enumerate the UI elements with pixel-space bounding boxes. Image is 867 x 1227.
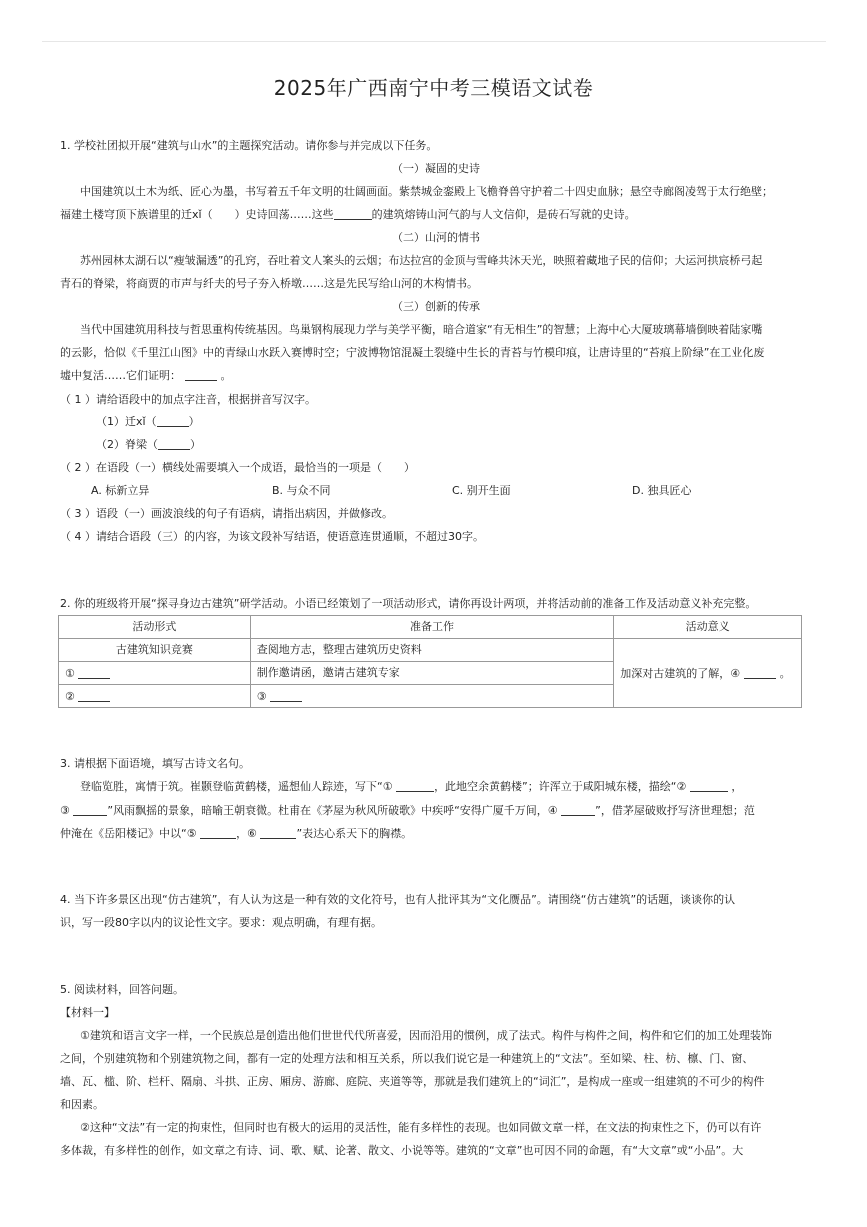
option-c[interactable]: C. 别开生面 [452,484,511,497]
answer-blank[interactable] [78,689,110,702]
option-d[interactable]: D. 独具匠心 [632,484,692,497]
text-segment: 墟中复活……它们证明： [60,369,181,382]
page-title: 2025年广西南宁中考三模语文试卷 [273,76,594,100]
q5-para-line: 多体裁，有多样性的创作，如文章之有诗、词、歌、赋、论著、散文、小说等等。建筑的“文章”也可因不同的命题，有“大文章”或“小品”。大 [60,1144,744,1157]
answer-blank[interactable] [334,207,372,220]
text-segment: 加深对古建筑的了解，④ [620,666,741,680]
text-segment: ） [190,438,201,451]
text-segment: ”，借茅屋破败抒写济世理想；范 [595,804,755,817]
q3-line1: 登临览胜，寓情于筑。崔颢登临黄鹤楼，遥想仙人踪迹，写下“① ，此地空余黄鹤楼”；许浑立于咸阳城东楼，描绘“② ， [80,780,743,793]
text-segment: ，此地空余黄鹤楼”；许浑立于咸阳城东楼，描绘“② [434,780,687,793]
q1-section3-line3: 墟中复活……它们证明： 。 [60,369,232,382]
q2-intro: 2. 你的班级将开展“探寻身边古建筑”研学活动。小语已经策划了一项活动形式，请你再设计两项，并将活动前的准备工作及活动意义补充完整。 [60,597,757,610]
text-segment: ① [65,666,75,680]
answer-blank[interactable] [690,779,728,792]
answer-blank[interactable] [744,666,776,679]
text-segment: ） [188,415,200,428]
q1-section2-line1: 苏州园林太湖石以“瘦皱漏透”的孔窍，吞吐着文人案头的云烟；布达拉宫的金顶与雪峰共沐天光，映照着藏地子民的信仰；大运河拱宸桥弓起 [80,254,763,267]
option-a[interactable]: A. 标新立异 [91,484,150,497]
q4-line2: 识，写一段80字以内的议论性文字。要求：观点明确，有理有据。 [60,916,382,929]
q5-material-label: 【材料一】 [60,1006,115,1019]
answer-blank[interactable] [73,803,107,816]
activity-table [58,615,802,708]
q1-sub1: （ 1 ）请给语段中的加点字注音，根据拼音写汉字。 [60,393,316,406]
q1-section1-title: （一）凝固的史诗 [392,162,480,175]
q1-intro: 1. 学校社团拟开展“建筑与山水”的主题探究活动。请你参与并完成以下任务。 [60,139,438,152]
q1-section3-line1: 当代中国建筑用科技与哲思重构传统基因。鸟巢钢构展现力学与美学平衡，暗合道家“有无相生”的智慧；上海中心大厦玻璃幕墙倒映着陆家嘴 [80,323,763,336]
answer-blank[interactable] [200,826,236,839]
answer-blank[interactable] [396,779,434,792]
q1-sub2: （ 2 ）在语段（一）横线处需要填入一个成语，最恰当的一项是（ ） [60,461,415,474]
answer-blank[interactable] [78,666,110,679]
q1-section2-line2: 青石的脊梁，将商贾的市声与纤夫的号子夯入桥墩……这是先民写给山河的木构情书。 [60,277,478,290]
table-header: 准备工作 [250,616,613,639]
q5-intro: 5. 阅读材料，回答问题。 [60,983,184,996]
text-segment: ② [65,689,75,703]
table-cell: 古建筑知识竞赛 [59,639,251,662]
table-header: 活动形式 [59,616,251,639]
text-segment: 登临览胜，寓情于筑。崔颢登临黄鹤楼，遥想仙人踪迹，写下“① [80,780,393,793]
q5-para-line: ①建筑和语言文字一样，一个民族总是创造出他们世世代代所喜爱，因而沿用的惯例，成了法式。构件与构件之间，构件和它们的加工处理装饰 [80,1029,772,1042]
q1-sub3: （ 3 ）语段（一）画波浪线的句子有语病，请指出病因，并做修改。 [60,507,393,520]
table-cell [250,685,613,708]
q3-line3 [60,826,412,842]
text-segment: ③ [60,804,70,817]
table-cell: 查阅地方志，整理古建筑历史资料 [250,639,613,662]
answer-blank[interactable] [185,368,217,381]
text-segment: ”表达心系天下的胸襟。 [296,827,413,840]
answer-blank[interactable] [157,414,189,427]
answer-blank[interactable] [270,689,302,702]
text-segment: （2）脊梁（ [96,438,158,451]
q5-para-line: ②这种“文法”有一定的拘束性，但同时也有极大的运用的灵活性，能有多样性的表现。也如同做文章一样，在文法的拘束性之下，仍可以有许 [80,1121,762,1134]
text-segment: 的建筑熔铸山河气韵与人文信仰，是砖石写就的史诗。 [371,208,636,221]
q5-para-line: 墙、瓦、槛、阶、栏杆、隔扇、斗拱、正房、厢房、游廊、庭院、夹道等等，那就是我们建筑上的“词汇”，是构成一座或一组建筑的不可少的构件 [60,1075,765,1088]
q1-section1-line1: 中国建筑以土木为纸、匠心为墨，书写着五千年文明的壮阔画面。紫禁城金銮殿上飞檐脊兽守护着二十四史血脉；悬空寺廊阁凌驾于太行绝壁； [80,185,773,198]
table-header-row [59,616,802,639]
q1-sub1-a [96,414,200,430]
text-segment: ③ [256,689,267,703]
q4-line1: 4. 当下许多景区出现“仿古建筑”，有人认为这是一种有效的文化符号，也有人批评其为“文化赝品”。请围绕“仿古建筑”的话题，谈谈你的认 [60,893,736,906]
answer-blank[interactable] [260,826,296,839]
answer-blank[interactable] [158,437,190,450]
table-cell [59,685,251,708]
table-cell [59,662,251,685]
q1-section2-title: （二）山河的情书 [392,231,480,244]
text-segment: 福建土楼穹顶下族谱里的迁xǐ（ ）史诗回荡……这些 [60,208,334,221]
q1-sub4: （ 4 ）请结合语段（三）的内容，为该文段补写结语，使语意连贯通顺，不超过30字。 [60,530,484,543]
text-segment: （1）迁xǐ（ [96,415,157,428]
q5-para-line: 和因素。 [60,1098,104,1111]
text-segment: 仲淹在《岳阳楼记》中以“⑤ [60,827,197,840]
header-divider [42,41,826,42]
q1-section1-line2 [60,207,636,223]
q3-intro: 3. 请根据下面语境，填写古诗文名句。 [60,757,250,770]
q3-line2 [60,803,755,819]
table-row [59,639,802,662]
meaning-cell: 加深对古建筑的了解，④ 。 [614,639,802,708]
q5-para-line: 之间，个别建筑物和个别建筑物之间，都有一定的处理方法和相互关系，所以我们说它是一种建筑上的“文法”。至如梁、柱、枋、檩、门、窗、 [60,1052,754,1065]
answer-blank[interactable] [561,803,595,816]
q1-section3-line2: 的云影，恰似《千里江山图》中的青绿山水跃入赛博时空；宁波博物馆混凝土裂缝中生长的青苔与竹模印痕，让唐诗里的“苔痕上阶绿”在工业化废 [60,346,765,359]
q1-section3-title: （三）创新的传承 [392,300,480,313]
table-header: 活动意义 [614,616,802,639]
text-segment: ，⑥ [236,827,257,840]
table-cell: 制作邀请函，邀请古建筑专家 [250,662,613,685]
q1-sub1-b [96,437,201,453]
text-segment: ”风雨飘摇的景象，暗喻王朝衰微。杜甫在《茅屋为秋风所破歌》中疾呼“安得广厦千万间，④ [107,804,558,817]
option-b[interactable]: B. 与众不同 [272,484,331,497]
